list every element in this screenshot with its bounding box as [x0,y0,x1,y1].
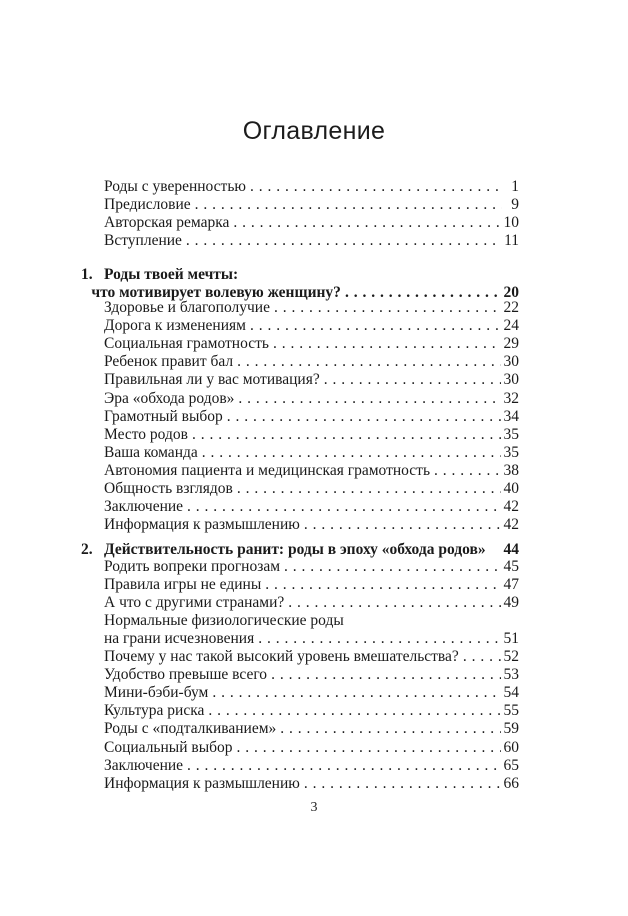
toc-entry-label: Вступление [104,232,182,249]
toc-entry-label: Мини-бэби-бум [104,684,209,702]
chapter-2-heading[interactable] [81,541,519,559]
leader-dots [273,335,501,353]
toc-entry[interactable] [104,371,519,389]
toc-entry[interactable] [104,498,519,516]
chapter-title: Действительность ранит: роды в эпоху «обхода родов» [104,541,486,558]
toc-entry[interactable] [104,178,519,196]
chapter-page: 44 [503,541,519,558]
toc-entry-page: 35 [503,425,519,443]
page-title: Оглавление [242,117,386,145]
toc-entry-label: Здоровье и благополучие [104,299,270,316]
toc-entry-page: 53 [503,666,519,684]
toc-entry-label: Информация к размышлению [104,516,300,534]
toc-entry[interactable] [104,594,519,612]
toc-entry-page: 22 [503,299,519,316]
toc-entry[interactable] [104,480,519,498]
toc-entry-page: 47 [503,576,519,593]
toc-entry-label: Правила игры не едины [104,576,262,593]
toc-entry-page: 9 [511,196,519,213]
leader-dots [280,720,500,738]
leader-dots [187,498,500,516]
toc-entry-page: 29 [503,335,519,353]
toc-entry[interactable] [104,444,519,462]
toc-entry-label: Социальная грамотность [104,335,269,353]
toc-entry-label: Информация к размышлению [104,774,300,792]
toc-entry-label: Правильная ли у вас мотивация? [104,371,320,389]
toc-entry[interactable] [104,684,519,702]
toc-entry-label: Культура риска [104,702,205,720]
toc-entry-page: 42 [503,498,519,516]
toc-entry-label: Предисловие [104,196,191,213]
toc-entry-page: 24 [503,317,519,335]
toc-entry-page: 51 [503,630,519,647]
leader-dots [237,480,501,498]
leader-dots [186,232,501,250]
leader-dots [202,444,501,462]
toc-entry-page: 11 [504,232,519,249]
toc-entry[interactable] [104,335,519,353]
toc-entry-label: Авторская ремарка [104,214,230,231]
toc-entry[interactable] [104,462,519,480]
toc-entry-label: Дорога к изменениям [104,317,246,335]
leader-dots [212,684,500,702]
toc-entry-page: 45 [503,558,519,575]
leader-dots [258,630,500,648]
toc-entry-label: на грани исчезновения [104,630,255,647]
leader-dots [284,558,500,576]
toc-entry-label: Ваша команда [104,443,198,461]
chapter-title-line1: Роды твоей мечты: [104,266,239,283]
toc-entry-page: 35 [503,443,519,461]
leader-dots [274,299,501,317]
toc-entry-page: 30 [503,353,519,371]
toc-entry-label: Роды с «подталкиванием» [104,720,277,738]
toc-entry-page: 1 [511,178,519,195]
leader-dots [192,426,501,444]
toc-entry-label: Общность взглядов [104,480,233,497]
leader-dots [250,317,501,335]
chapter-number: 1. [81,266,93,283]
toc-entry[interactable] [104,299,519,317]
toc-entry-label: А что с другими странами? [104,594,285,611]
toc-entry[interactable] [104,232,519,250]
leader-dots [434,462,500,480]
leader-dots [304,775,501,793]
toc-entry-label: Эра «обхода родов» [104,389,235,407]
toc-entry-page: 42 [503,516,519,534]
toc-entry-page: 49 [503,594,519,611]
leader-dots [195,196,502,214]
leader-dots [237,353,500,371]
leader-dots [208,702,500,720]
toc-entry-page: 38 [503,461,519,479]
toc-entry-page: 34 [503,407,519,425]
toc-entry[interactable] [104,196,519,214]
leader-dots [238,390,500,408]
toc-entry-page: 54 [503,684,519,702]
toc-entry-label: Удобство превыше всего [104,666,268,684]
toc-entry[interactable] [104,214,519,232]
toc-entry[interactable] [104,317,519,335]
toc-entry[interactable] [104,702,519,720]
leader-dots [187,757,500,775]
toc-entry[interactable] [104,558,519,576]
toc-entry-label: Ребенок правит бал [104,353,234,371]
toc-entry-label: Почему у нас такой высокий уровень вмешательства? [104,648,459,665]
leader-dots [463,648,501,666]
toc-entry[interactable] [104,408,519,426]
toc-entry-label: Социальный выбор [104,738,233,756]
chapter-title-line2: что мотивирует волевую женщину? [91,284,341,301]
leader-dots [324,371,501,389]
toc-entry-label: Заключение [104,756,184,774]
toc-entry-page: 65 [503,756,519,774]
toc-entry[interactable] [104,739,519,757]
toc-entry[interactable] [104,426,519,444]
toc-entry-page: 32 [503,389,519,407]
toc-entry-page: 60 [503,738,519,756]
toc-entry[interactable] [104,720,519,738]
toc-entry-label: Заключение [104,498,184,516]
toc-entry[interactable] [104,630,519,648]
toc-entry[interactable] [104,648,519,666]
leader-dots [304,516,501,534]
toc-entry-multiline-first[interactable]: Нормальные физиологические роды [104,612,344,629]
chapter-page: 20 [503,284,519,301]
toc-entry[interactable] [104,390,519,408]
toc-entry-page: 66 [503,774,519,792]
toc-entry[interactable] [104,775,519,793]
toc-entry-page: 59 [503,720,519,738]
toc-entry-page: 30 [503,371,519,389]
toc-entry-page: 55 [503,702,519,720]
toc-entry-page: 40 [503,480,519,497]
toc-entry-label: Место родов [104,425,188,443]
toc-entry-label: Автономия пациента и медицинская грамотность [104,461,431,479]
leader-dots [233,214,500,232]
toc-entry-page: 10 [503,214,519,231]
toc-entry[interactable] [104,757,519,775]
leader-dots [237,739,501,757]
toc-entry-label: Родить вопреки прогнозам [104,558,281,575]
leader-dots [271,666,500,684]
chapter-1-heading[interactable] [81,266,519,284]
chapter-number: 2. [81,541,93,558]
toc-entry[interactable] [104,666,519,684]
toc-entry[interactable] [104,353,519,371]
leader-dots [227,408,501,426]
page-number: 3 [310,800,318,815]
toc-entry-page: 52 [503,648,519,665]
toc-entry-label: Грамотный выбор [104,407,223,425]
leader-dots [288,594,500,612]
toc-entry[interactable] [104,516,519,534]
leader-dots [250,178,502,196]
toc-entry[interactable] [104,576,519,594]
toc-entry-label: Роды с уверенностью [104,178,246,195]
leader-dots [265,576,500,594]
